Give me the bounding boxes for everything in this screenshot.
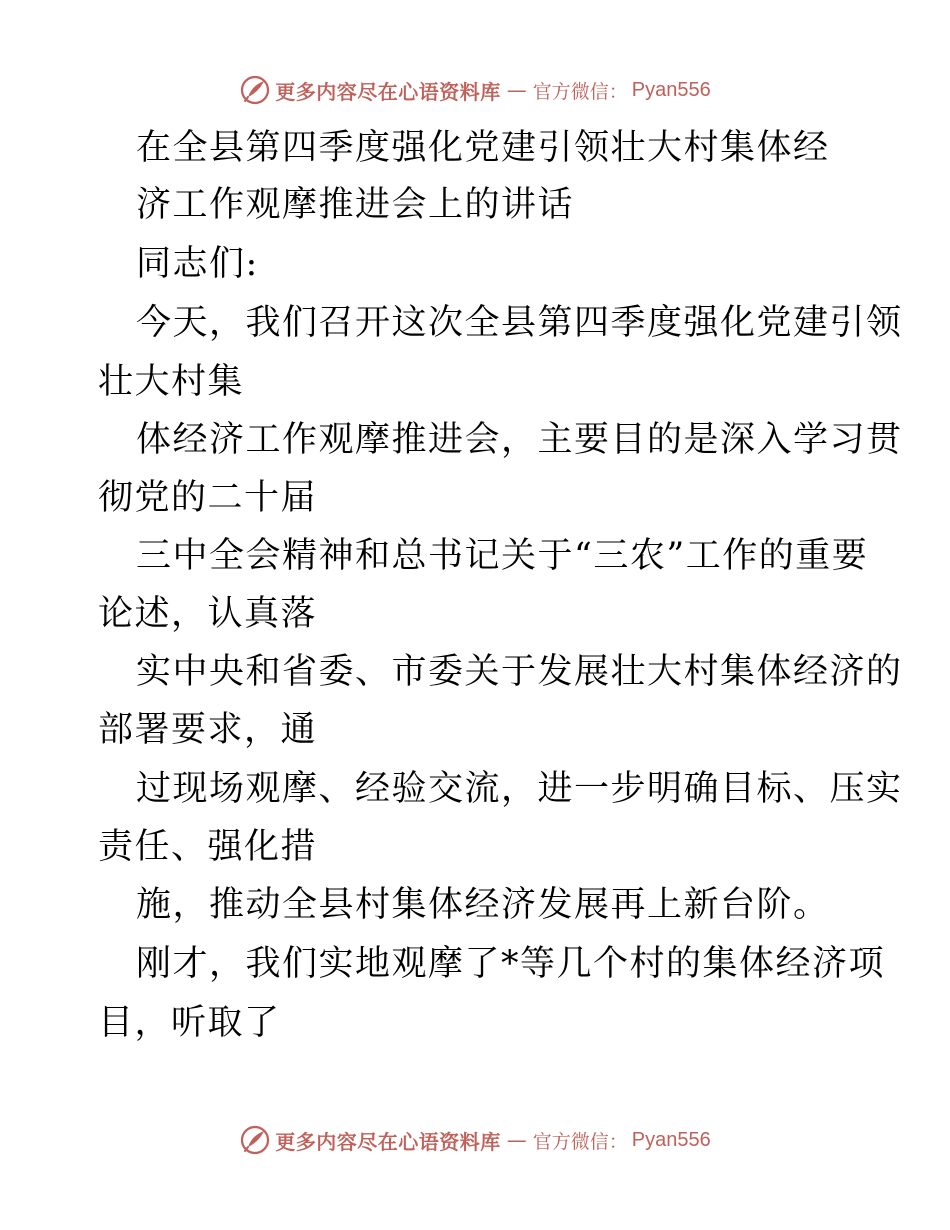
paragraph-line: 实中央和省委、市委关于发展壮大村集体经济的 [136,652,903,692]
banner-wechat-id: Pyan556 [631,1128,711,1151]
footer-banner [0,1120,950,1160]
paragraph-line: 施，推动全县村集体经济发展再上新台阶。 [136,885,830,925]
banner-wechat-label: 官方微信： [532,1130,628,1153]
paragraph-line: 论述，认真落 [98,594,318,634]
paragraph-line: 部署要求，通 [98,710,318,750]
salutation: 同志们: [136,244,259,284]
paragraph-line: 体经济工作观摩推进会，主要目的是深入学习贯 [136,420,903,460]
paragraph-line: 目，听取了 [98,1003,281,1043]
quill-pen-logo-icon [239,1124,271,1156]
banner-separator: — [506,1128,527,1152]
paragraph-line: 责任、强化措 [98,827,318,867]
banner-site-name: 更多内容尽在心语资料库 [275,1129,501,1154]
banner-separator: — [506,78,527,102]
banner-wechat-label: 官方微信： [532,80,628,103]
header-banner-content [239,74,710,106]
header-banner [0,70,950,110]
paragraph-line: 彻党的二十届 [98,478,318,518]
paragraph-line: 壮大村集 [98,362,245,402]
paragraph-line: 刚才，我们实地观摩了*等几个村的集体经济项 [136,944,886,984]
quill-pen-logo-icon [239,74,271,106]
banner-site-name: 更多内容尽在心语资料库 [275,79,501,104]
title-line-2: 济工作观摩推进会上的讲话 [136,185,575,225]
footer-banner-content [239,1124,710,1156]
paragraph-line: 今天，我们召开这次全县第四季度强化党建引领 [136,303,903,343]
paragraph-line: 三中全会精神和总书记关于“三农”工作的重要 [136,536,869,576]
title-line-1: 在全县第四季度强化党建引领壮大村集体经 [136,128,830,168]
paragraph-line: 过现场观摩、经验交流，进一步明确目标、压实 [136,769,903,809]
banner-wechat-id: Pyan556 [631,78,711,101]
